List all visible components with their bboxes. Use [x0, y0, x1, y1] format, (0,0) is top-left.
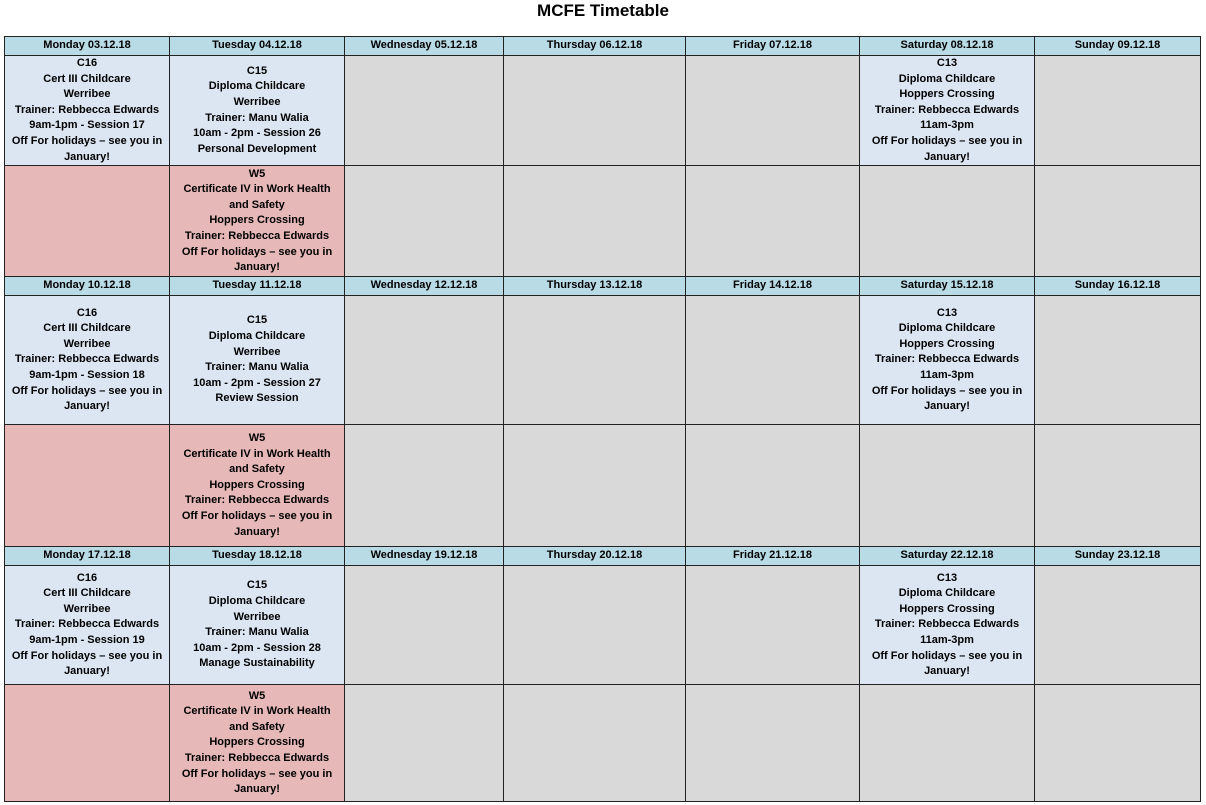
- class-info-line: Werribee: [63, 88, 111, 101]
- class-cell-tuesday[interactable]: [170, 566, 345, 685]
- class-info-line: January!: [234, 783, 280, 796]
- class-info-line: Certificate IV in Work Health: [183, 183, 331, 196]
- empty-cell-thursday[interactable]: [504, 425, 686, 547]
- class-info-line: Trainer: Rebbecca Edwards: [14, 103, 160, 116]
- day-header-sunday: Sunday 23.12.18: [1035, 547, 1201, 566]
- class-info-line: and Safety: [229, 463, 285, 476]
- class-info-line: 11am-3pm: [920, 368, 974, 381]
- class-info-line: C15: [246, 579, 268, 592]
- empty-cell-wednesday[interactable]: [345, 166, 504, 277]
- class-info-line: C13: [936, 57, 958, 69]
- class-cell-monday[interactable]: [5, 566, 170, 685]
- class-info-line: C16: [76, 57, 98, 69]
- day-header-tuesday: Tuesday 04.12.18: [170, 37, 345, 56]
- class-info-line: Trainer: Rebbecca Edwards: [184, 494, 330, 507]
- day-header-friday: Friday 14.12.18: [686, 277, 860, 296]
- whs-cell-tuesday[interactable]: [170, 425, 345, 547]
- whs-cell-tuesday[interactable]: [170, 685, 345, 802]
- empty-cell-saturday[interactable]: [860, 166, 1035, 277]
- day-header-sunday: Sunday 16.12.18: [1035, 277, 1201, 296]
- class-info-line: Personal Development: [197, 142, 317, 155]
- empty-cell-saturday[interactable]: [860, 425, 1035, 547]
- class-info-line: Off For holidays – see you in: [11, 384, 163, 397]
- class-info-line: Hoppers Crossing: [209, 736, 305, 749]
- class-info-line: January!: [64, 665, 110, 678]
- empty-cell-friday[interactable]: [686, 166, 860, 277]
- class-cell-monday[interactable]: [5, 296, 170, 425]
- class-info-line: Off For holidays – see you in: [181, 245, 333, 258]
- day-header-monday: Monday 10.12.18: [5, 277, 170, 296]
- class-info-line: Trainer: Rebbecca Edwards: [14, 353, 160, 366]
- class-cell-saturday[interactable]: [860, 56, 1035, 166]
- week-row1: [5, 566, 1201, 685]
- class-info-line: Trainer: Manu Walia: [205, 111, 309, 124]
- empty-cell-sunday[interactable]: [1035, 296, 1201, 425]
- class-info-line: Diploma Childcare: [208, 329, 306, 342]
- class-info-line: Off For holidays – see you in: [11, 649, 163, 662]
- class-info-line: Trainer: Rebbecca Edwards: [184, 751, 330, 764]
- class-info-line: Werribee: [233, 345, 281, 358]
- class-info-line: Trainer: Rebbecca Edwards: [874, 353, 1020, 366]
- day-header-tuesday: Tuesday 18.12.18: [170, 547, 345, 566]
- week-row2: [5, 166, 1201, 277]
- empty-cell-wednesday[interactable]: [345, 56, 504, 166]
- class-info-line: January!: [234, 261, 280, 274]
- day-header-thursday: Thursday 06.12.18: [504, 37, 686, 56]
- empty-cell-sunday[interactable]: [1035, 56, 1201, 166]
- empty-cell-sunday[interactable]: [1035, 166, 1201, 277]
- class-info-line: Certificate IV in Work Health: [183, 447, 331, 460]
- class-info-line: Off For holidays – see you in: [871, 384, 1023, 397]
- empty-cell-saturday[interactable]: [860, 685, 1035, 802]
- class-info-line: Cert III Childcare: [43, 587, 131, 600]
- day-header-monday: Monday 17.12.18: [5, 547, 170, 566]
- class-info-line: W5: [248, 167, 266, 180]
- class-info-line: Werribee: [233, 95, 281, 108]
- class-info-line: C13: [936, 571, 958, 584]
- class-info-line: January!: [924, 400, 970, 413]
- timetable-grid: [4, 36, 1201, 802]
- day-header-saturday: Saturday 22.12.18: [860, 547, 1035, 566]
- class-info-line: C16: [76, 571, 98, 584]
- class-info-line: Hoppers Crossing: [899, 602, 995, 615]
- class-info-line: January!: [64, 150, 110, 163]
- class-info-line: 9am-1pm - Session 18: [29, 368, 145, 381]
- class-info-line: Werribee: [63, 337, 111, 350]
- week-row2: [5, 685, 1201, 802]
- empty-cell-wednesday[interactable]: [345, 425, 504, 547]
- empty-cell-friday[interactable]: [686, 566, 860, 685]
- class-info-line: Off For holidays – see you in: [871, 649, 1023, 662]
- class-info-line: C15: [246, 314, 268, 327]
- week-row1: [5, 56, 1201, 166]
- day-header-friday: Friday 07.12.18: [686, 37, 860, 56]
- class-info-line: Off For holidays – see you in: [181, 767, 333, 780]
- class-info-line: Off For holidays – see you in: [181, 510, 333, 523]
- empty-cell-wednesday[interactable]: [345, 566, 504, 685]
- class-info-line: 11am-3pm: [920, 119, 974, 132]
- day-header-tuesday: Tuesday 11.12.18: [170, 277, 345, 296]
- week-header-row: [5, 277, 1201, 296]
- class-info-line: Diploma Childcare: [208, 594, 306, 607]
- class-cell-monday[interactable]: [5, 56, 170, 166]
- class-info-line: January!: [924, 665, 970, 678]
- class-info-line: Hoppers Crossing: [209, 478, 305, 491]
- empty-cell-wednesday[interactable]: [345, 296, 504, 425]
- class-info-line: January!: [64, 400, 110, 413]
- empty-cell-wednesday[interactable]: [345, 685, 504, 802]
- day-header-friday: Friday 21.12.18: [686, 547, 860, 566]
- class-info-line: 10am - 2pm - Session 26: [193, 127, 321, 140]
- empty-cell-sunday[interactable]: [1035, 566, 1201, 685]
- day-header-wednesday: Wednesday 19.12.18: [345, 547, 504, 566]
- class-info-line: W5: [248, 689, 266, 702]
- empty-cell-monday[interactable]: [5, 166, 170, 277]
- class-cell-saturday[interactable]: [860, 566, 1035, 685]
- week-header-row: [5, 37, 1201, 56]
- class-info-line: Certificate IV in Work Health: [183, 705, 331, 718]
- class-info-line: Trainer: Manu Walia: [205, 626, 309, 639]
- class-info-line: Werribee: [233, 610, 281, 623]
- class-info-line: 9am-1pm - Session 19: [29, 633, 145, 646]
- class-info-line: Trainer: Rebbecca Edwards: [874, 618, 1020, 631]
- class-info-line: Diploma Childcare: [898, 322, 996, 335]
- empty-cell-friday[interactable]: [686, 425, 860, 547]
- class-info-line: January!: [234, 525, 280, 538]
- class-info-line: Cert III Childcare: [43, 322, 131, 335]
- class-info-line: Cert III Childcare: [43, 72, 131, 85]
- class-cell-tuesday[interactable]: [170, 56, 345, 166]
- class-info-line: C13: [936, 306, 958, 319]
- class-info-line: 11am-3pm: [920, 633, 974, 646]
- class-info-line: Hoppers Crossing: [899, 88, 995, 101]
- day-header-wednesday: Wednesday 12.12.18: [345, 277, 504, 296]
- class-cell-saturday[interactable]: [860, 296, 1035, 425]
- class-info-line: and Safety: [229, 198, 285, 211]
- empty-cell-thursday[interactable]: [504, 56, 686, 166]
- class-info-line: Diploma Childcare: [898, 72, 996, 85]
- class-info-line: Hoppers Crossing: [899, 337, 995, 350]
- empty-cell-thursday[interactable]: [504, 166, 686, 277]
- class-info-line: Trainer: Manu Walia: [205, 361, 309, 374]
- day-header-sunday: Sunday 09.12.18: [1035, 37, 1201, 56]
- class-info-line: 10am - 2pm - Session 28: [193, 641, 321, 654]
- class-info-line: 9am-1pm - Session 17: [29, 119, 145, 132]
- class-info-line: Trainer: Rebbecca Edwards: [874, 103, 1020, 116]
- class-info-line: Werribee: [63, 602, 111, 615]
- empty-cell-monday[interactable]: [5, 425, 170, 547]
- empty-cell-friday[interactable]: [686, 685, 860, 802]
- empty-cell-sunday[interactable]: [1035, 425, 1201, 547]
- day-header-wednesday: Wednesday 05.12.18: [345, 37, 504, 56]
- empty-cell-monday[interactable]: [5, 685, 170, 802]
- class-info-line: C16: [76, 306, 98, 319]
- day-header-thursday: Thursday 13.12.18: [504, 277, 686, 296]
- empty-cell-friday[interactable]: [686, 296, 860, 425]
- class-info-line: W5: [248, 432, 266, 445]
- week-row1: [5, 296, 1201, 425]
- empty-cell-friday[interactable]: [686, 56, 860, 166]
- page-title: MCFE Timetable: [537, 1, 669, 20]
- empty-cell-thursday[interactable]: [504, 566, 686, 685]
- empty-cell-thursday[interactable]: [504, 685, 686, 802]
- empty-cell-sunday[interactable]: [1035, 685, 1201, 802]
- class-info-line: 10am - 2pm - Session 27: [193, 376, 321, 389]
- whs-cell-tuesday[interactable]: [170, 166, 345, 277]
- day-header-saturday: Saturday 08.12.18: [860, 37, 1035, 56]
- day-header-monday: Monday 03.12.18: [5, 37, 170, 56]
- class-info-line: Diploma Childcare: [898, 587, 996, 600]
- class-info-line: Off For holidays – see you in: [11, 134, 163, 147]
- class-info-line: C15: [246, 64, 268, 77]
- week-row2: [5, 425, 1201, 547]
- class-info-line: Diploma Childcare: [208, 80, 306, 93]
- week-header-row: [5, 547, 1201, 566]
- day-header-thursday: Thursday 20.12.18: [504, 547, 686, 566]
- class-info-line: January!: [924, 150, 970, 163]
- day-header-saturday: Saturday 15.12.18: [860, 277, 1035, 296]
- class-info-line: Trainer: Rebbecca Edwards: [14, 618, 160, 631]
- class-info-line: Hoppers Crossing: [209, 214, 305, 227]
- class-info-line: Trainer: Rebbecca Edwards: [184, 229, 330, 242]
- class-info-line: and Safety: [229, 720, 285, 733]
- class-info-line: Manage Sustainability: [199, 657, 315, 670]
- class-info-line: Off For holidays – see you in: [871, 134, 1023, 147]
- empty-cell-thursday[interactable]: [504, 296, 686, 425]
- class-cell-tuesday[interactable]: [170, 296, 345, 425]
- class-info-line: Review Session: [215, 392, 299, 405]
